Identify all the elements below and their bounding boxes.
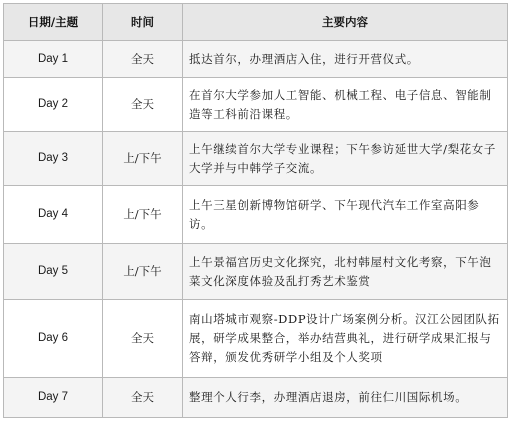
content-cell: 整理个人行李，办理酒店退房，前往仁川国际机场。 xyxy=(183,378,508,418)
table-row xyxy=(4,244,508,300)
content-cell: 上午继续首尔大学专业课程；下午参访延世大学/梨花女子大学并与中韩学子交流。 xyxy=(183,132,508,186)
day-cell: Day 4 xyxy=(4,186,103,244)
table-body xyxy=(4,41,508,418)
time-cell: 上/下午 xyxy=(103,186,183,244)
table-row xyxy=(4,132,508,186)
day-cell: Day 5 xyxy=(4,244,103,300)
day-cell: Day 1 xyxy=(4,41,103,78)
time-cell: 上/下午 xyxy=(103,244,183,300)
day-cell: Day 2 xyxy=(4,78,103,132)
header-main-content: 主要内容 xyxy=(183,4,508,41)
table-header xyxy=(4,4,508,41)
content-cell: 抵达首尔，办理酒店入住，进行开营仪式。 xyxy=(183,41,508,78)
table-row xyxy=(4,78,508,132)
time-cell: 全天 xyxy=(103,300,183,378)
time-cell: 全天 xyxy=(103,78,183,132)
time-cell: 全天 xyxy=(103,41,183,78)
day-cell: Day 3 xyxy=(4,132,103,186)
table-row xyxy=(4,186,508,244)
itinerary-table xyxy=(3,3,508,418)
header-date-topic: 日期/主题 xyxy=(4,4,103,41)
content-cell: 上午三星创新博物馆研学、下午现代汽车工作室高阳参访。 xyxy=(183,186,508,244)
table-row xyxy=(4,378,508,418)
header-time: 时间 xyxy=(103,4,183,41)
day-cell: Day 6 xyxy=(4,300,103,378)
content-cell: 南山塔城市观察-DDP设计广场案例分析。汉江公园团队拓展，研学成果整合，举办结营典礼，进行研学成果汇报与答辩，颁发优秀研学小组及个人奖项 xyxy=(183,300,508,378)
time-cell: 上/下午 xyxy=(103,132,183,186)
content-cell: 上午景福宫历史文化探究，北村韩屋村文化考察，下午泡菜文化深度体验及乱打秀艺术鉴赏 xyxy=(183,244,508,300)
table-row xyxy=(4,300,508,378)
content-cell: 在首尔大学参加人工智能、机械工程、电子信息、智能制造等工科前沿课程。 xyxy=(183,78,508,132)
time-cell: 全天 xyxy=(103,378,183,418)
day-cell: Day 7 xyxy=(4,378,103,418)
header-row xyxy=(4,4,508,41)
table-row xyxy=(4,41,508,78)
